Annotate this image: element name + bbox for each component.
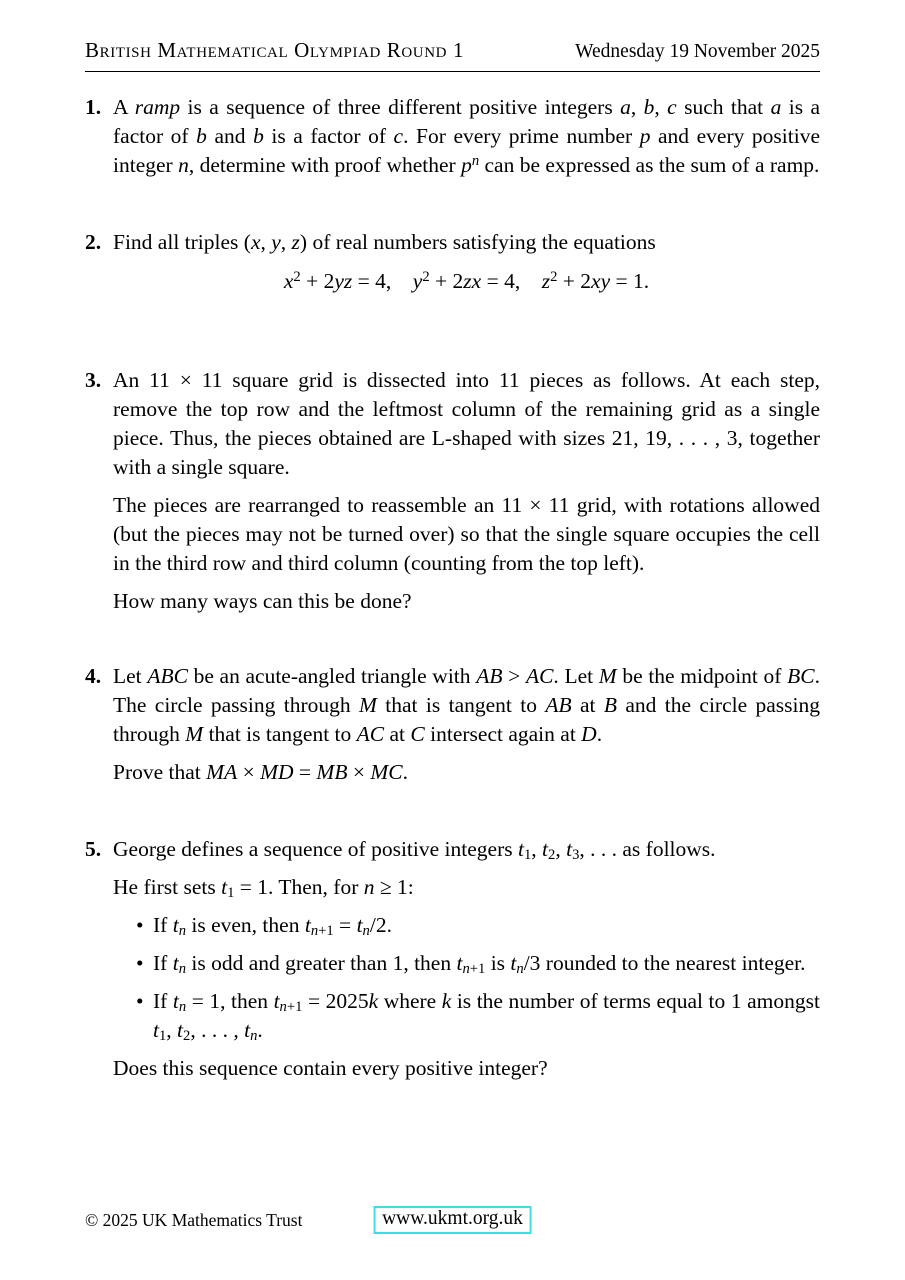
problem-number: 2. xyxy=(85,230,102,254)
bullet-icon: • xyxy=(136,989,144,1013)
problem-3 xyxy=(85,366,820,616)
problem-question: How many ways can this be done? xyxy=(113,589,412,613)
problem-1 xyxy=(85,93,820,180)
problem-paragraph: George defines a sequence of positive integers t1, t2, t3, . . . as follows. xyxy=(113,837,716,864)
problem-paragraph: Let ABC be an acute-angled triangle with AB > AC. Let M be the midpoint of BC. The circle passing through M that is tangent to AB at B and the circle passing through M that is tangent to AC at C intersect again at D. xyxy=(113,664,820,746)
bullet-icon: • xyxy=(136,951,144,975)
bullet-text: If tn is odd and greater than 1, then tn+1 is tn/3 rounded to the nearest integer. xyxy=(153,951,806,978)
problem-paragraph: The pieces are rearranged to reassemble an 11 × 11 grid, with rotations allowed (but the pieces may not be turned over) so that the single square occupies the cell in the third row and third column (counting from the top left). xyxy=(113,493,820,575)
bullet-item xyxy=(113,987,820,1045)
paper-title: British Mathematical Olympiad Round 1 xyxy=(85,38,465,62)
page-footer xyxy=(0,1206,905,1246)
problem-statement: Prove that MA × MD = MB × MC. xyxy=(113,760,408,784)
problem-number: 5. xyxy=(85,837,102,861)
bullet-text: If tn = 1, then tn+1 = 2025k where k is the number of terms equal to 1 amongst t1, t2, . . . , tn. xyxy=(153,989,820,1045)
bullet-item xyxy=(113,911,820,940)
paper-date: Wednesday 19 November 2025 xyxy=(575,41,820,62)
page-header xyxy=(85,38,820,63)
problem-paragraph: Find all triples (x, y, z) of real numbers satisfying the equations xyxy=(113,230,656,254)
problem-number: 4. xyxy=(85,664,102,688)
bullet-item xyxy=(113,949,820,978)
equation-line: $x^2 + 2yz = 4$, $y^2 + 2zx = 4$, $z^2 + 2xy = 1$. xyxy=(283,268,650,293)
problem-2 xyxy=(85,228,820,296)
ukmt-link[interactable]: www.ukmt.org.uk xyxy=(373,1206,532,1234)
problem-paragraph: An 11 × 11 square grid is dissected into 11 pieces as follows. At each step, remove the top row and the leftmost column of the remaining grid as a single piece. Thus, the pieces obtained are L-shaped with sizes 21, 19, . . . , 3, together with a single square. xyxy=(113,368,820,479)
problem-body xyxy=(113,835,820,1083)
problem-paragraph: A ramp is a sequence of three different positive integers a, b, c such that a is a factor of b and b is a factor of c. For every prime number p and every positive integer n, determine with proof whether $p^n$ can be expressed as the sum of a ramp. xyxy=(113,95,821,177)
copyright-text: © 2025 UK Mathematics Trust xyxy=(85,1210,303,1230)
problem-4 xyxy=(85,662,820,787)
problem-body xyxy=(113,228,820,296)
problem-body xyxy=(113,93,820,180)
bullet-icon: • xyxy=(136,913,144,937)
problem-body xyxy=(113,366,820,616)
bullet-text: If tn is even, then tn+1 = tn/2. xyxy=(153,913,392,940)
problem-5 xyxy=(85,835,820,1083)
problem-number: 1. xyxy=(85,95,102,119)
problem-question: Does this sequence contain every positive integer? xyxy=(113,1056,548,1080)
problem-paragraph: He first sets t1 = 1. Then, for n ≥ 1: xyxy=(113,875,414,902)
problem-number: 3. xyxy=(85,368,102,392)
header-rule xyxy=(85,71,820,72)
problem-body xyxy=(113,662,820,787)
